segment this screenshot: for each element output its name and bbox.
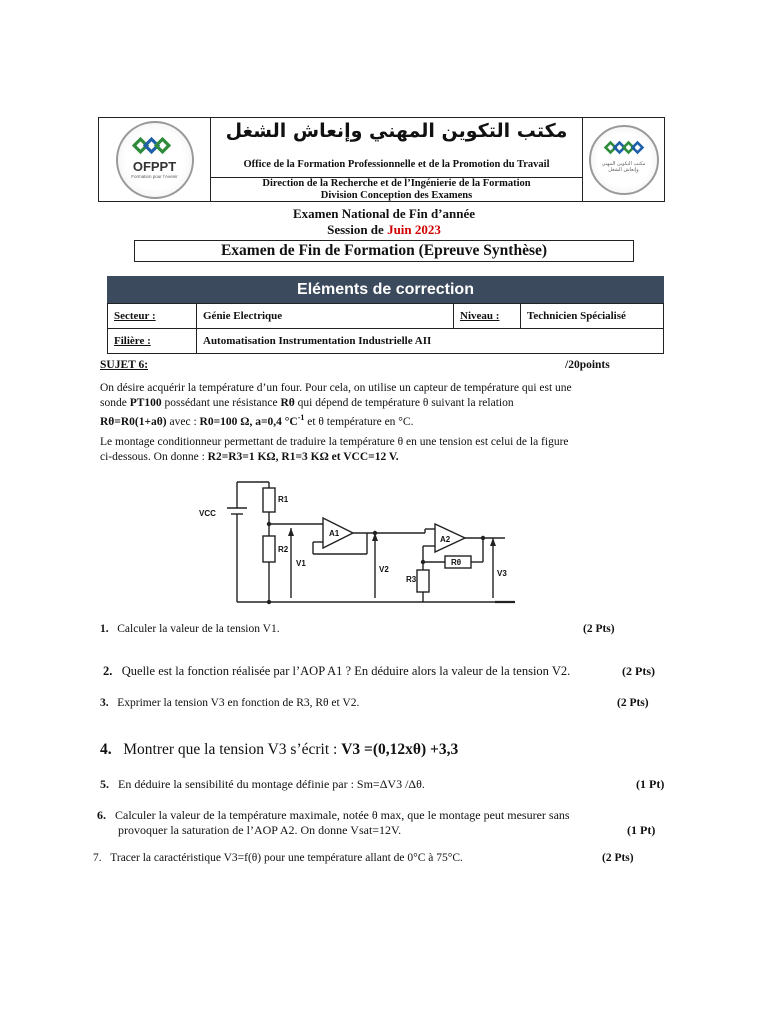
info-table [107,303,664,354]
intro-line-3 [100,411,413,429]
header-box [98,117,665,202]
question-6 [97,808,570,823]
q4-text-a: Montrer que la tension V3 s’écrit : [123,741,342,758]
q4-num: 4. [100,741,112,758]
label-vcc: VCC [199,509,216,518]
intro-line-4: Le montage conditionneur permettant de traduire la température θ en une tension est celui de la figure [100,436,569,448]
intro-line-5 [100,450,399,464]
q5-points: (1 Pt) [636,777,665,791]
direction-line: Direction de la Recherche et de l’Ingénierie de la Formation [262,178,531,189]
label-r2: R2 [278,545,289,554]
question-4 [100,741,458,759]
intro-3e: et θ température en °C. [304,415,414,428]
secteur-label: Secteur : [108,304,197,329]
q7-num: 7. [93,852,102,864]
q1-text: Calculer la valeur de la tension V1. [117,623,280,635]
q3-points: (2 Pts) [617,697,649,709]
question-1 [100,623,280,635]
intro-3d: -1 [297,413,305,422]
niveau-label: Niveau : [454,304,521,329]
session-line [0,222,768,238]
header-center [211,118,582,201]
subject-points: /20points [565,359,610,371]
label-r3: R3 [406,575,417,584]
question-2 [103,664,570,679]
intro-line-1: On désire acquérir la température d’un four. Pour cela, on utilise un capteur de température qui est une [100,382,572,394]
q3-num: 3. [100,697,109,709]
division-line: Division Conception des Examens [320,190,473,201]
label-rtheta: Rθ [451,558,462,567]
intro-2d: Rθ [280,397,295,409]
q1-points: (2 Pts) [583,623,615,635]
intro-line-2 [100,396,514,410]
q2-text: Quelle est la fonction réalisée par l’AOP A1 ? En déduire alors la valeur de la tension V2. [121,664,571,678]
filiere-label: Filière : [108,329,197,354]
logo-left-subtext: Formation pour l’Avenir [131,173,178,179]
session-value: Juin 2023 [387,222,441,237]
q3-text: Exprimer la tension V3 en fonction de R3, Rθ et V2. [117,697,360,709]
filiere-value: Automatisation Instrumentation Industrielle AII [197,329,664,354]
q7-points: (2 Pts) [602,852,634,864]
question-5 [100,777,425,792]
question-7 [93,852,463,864]
label-a2: A2 [440,535,451,544]
office-line: Office de la Formation Professionnelle et de la Promotion du Travail [243,159,550,170]
arabic-title: مكتب التكوين المهني وإنعاش الشغل [225,120,568,142]
logo-right-text: مكتب التكوين المهني وإنعاش الشغل [601,160,646,173]
label-a1: A1 [329,529,340,538]
label-v1: V1 [296,559,306,568]
logo-left-text: OFPPT [132,158,177,174]
intro-3b: avec : [166,415,200,428]
niveau-value: Technicien Spécialisé [521,304,664,329]
q1-num: 1. [100,623,109,635]
intro-3a: Rθ=R0(1+aθ) [100,415,167,428]
question-3 [100,697,359,709]
ofppt-logo [116,121,194,199]
q5-text: En déduire la sensibilité du montage définie par : Sm=ΔV3 /Δθ. [118,777,425,791]
q2-points: (2 Pts) [622,664,655,678]
national-exam-line: Examen National de Fin d’année [292,206,475,221]
secteur-value: Génie Electrique [197,304,454,329]
q4-text-b: V3 =(0,12xθ) +3,3 [341,741,459,758]
q6-points: (1 Pt) [627,823,656,837]
intro-2e: qui dépend de température θ suivant la relation [294,397,514,409]
intro-2c: possédant une résistance [161,397,281,409]
q6-text-1: Calculer la valeur de la température maximale, notée θ max, que le montage peut mesurer sans [115,808,570,822]
logo-right-cell [582,118,664,201]
circuit-diagram [195,474,525,614]
label-v3: V3 [497,569,507,578]
correction-banner: Eléments de correction [107,276,664,303]
ofppt-seal-logo [589,125,659,195]
session-prefix: Session de [327,222,388,237]
ofppt-seal-emblem-icon [591,127,657,193]
subject-label: SUJET 6: [100,359,149,371]
intro-5b: R2=R3=1 KΩ, R1=3 KΩ et VCC=12 V. [207,451,399,463]
info-row-secteur [108,304,664,329]
q2-num: 2. [103,664,113,678]
q7-text: Tracer la caractéristique V3=f(θ) pour une température allant de 0°C à 75°C. [110,852,463,864]
intro-3c: R0=100 Ω, a=0,4 °C [199,415,298,428]
label-r1: R1 [278,495,289,504]
label-v2: V2 [379,565,389,574]
intro-5a: ci-dessous. On donne : [100,451,208,463]
info-row-filiere [108,329,664,354]
q6-text-2: provoquer la saturation de l’AOP A2. On donne Vsat=12V. [118,823,402,837]
intro-2b: PT100 [129,397,162,409]
exam-title: Examen de Fin de Formation (Epreuve Synthèse) [134,240,634,262]
logo-left-cell [99,118,211,201]
q5-num: 5. [100,777,109,791]
intro-2a: sonde [100,397,130,409]
q6-num: 6. [97,808,106,822]
